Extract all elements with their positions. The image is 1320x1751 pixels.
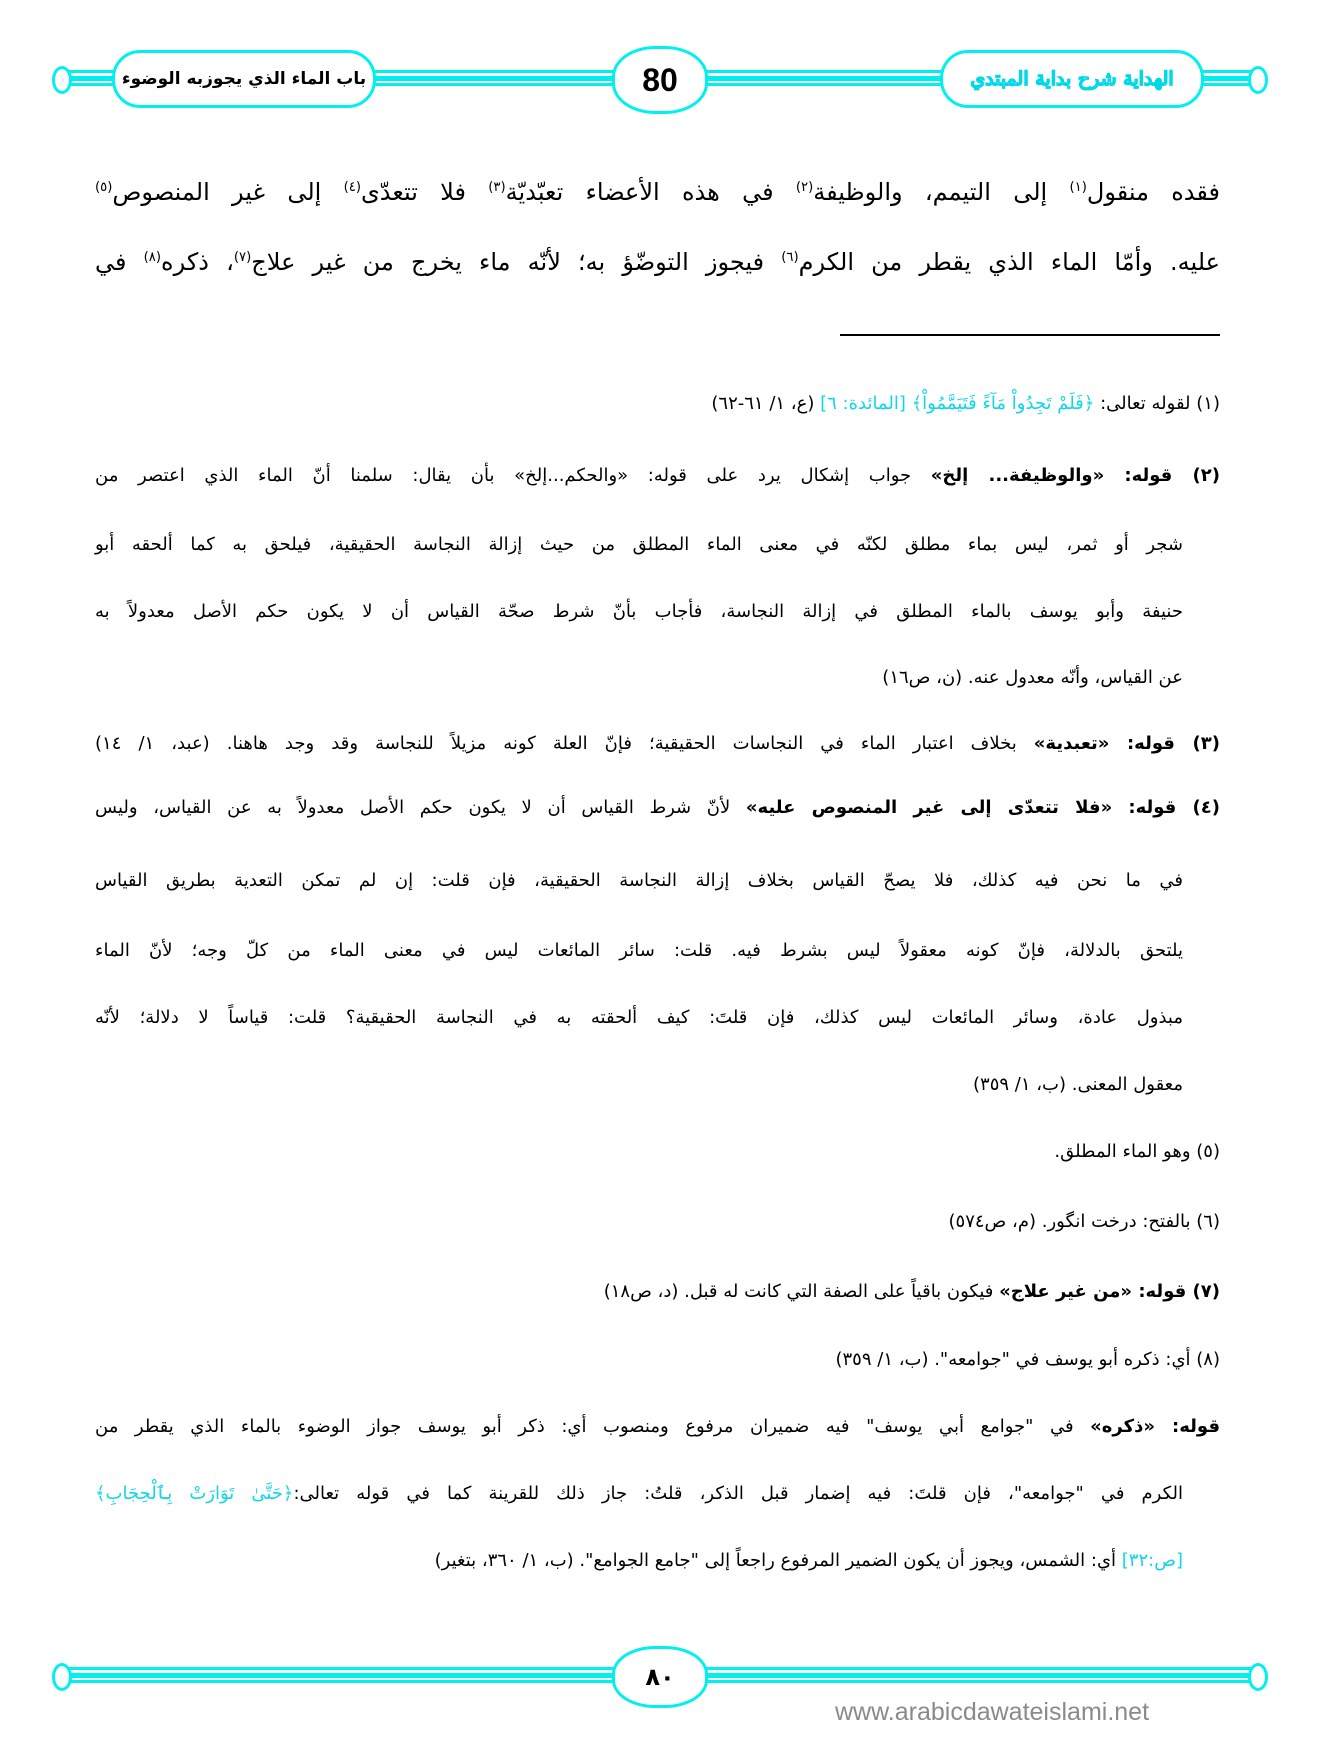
footnote-separator <box>840 334 1220 336</box>
text-segment: مبذول عادة، وسائر المائعات ليس كذلك، فإن قلتَ: كيف ألحقته به في النجاسة الحقيقية؟ قلت: قياساً لا دلالة؛ لأنّه <box>95 1007 1183 1028</box>
text-segment: إلى التيمم، والوظيفة <box>813 178 1070 206</box>
footnote-6 <box>95 1205 1220 1239</box>
text-segment: ، ذكره <box>161 248 234 276</box>
text-segment: جواب إشكال يرد على قوله: «والحكم...إلخ» بأن يقال: سلمنا أنّ الماء الذي اعتصر من <box>95 465 931 486</box>
text-segment: (٨) أي: ذكره أبو يوسف في "جوامعه". (ب، ١/ ٣٥٩) <box>835 1349 1220 1370</box>
footnote-2-line-4 <box>95 661 1183 695</box>
main-line-2 <box>95 242 1220 282</box>
footer-page-number: ٨٠ <box>645 1663 675 1691</box>
footnote-2-line-2 <box>95 528 1183 562</box>
footnote-lemma: قوله: «ذكره» <box>1090 1416 1221 1437</box>
text-segment: فيجوز التوضّؤ به؛ لأنّه ماء يخرج من غير علاج <box>251 248 782 276</box>
website-url: www.arabicdawateislami.net <box>835 1698 1150 1726</box>
footnote-marker[interactable]: (٧) <box>233 250 252 265</box>
text-segment: عن القياس، وأنّه معدول عنه. (ن، ص١٦) <box>882 667 1183 688</box>
footer-left-ornament-icon <box>52 1663 72 1691</box>
footnote-marker[interactable]: (٦) <box>781 250 799 265</box>
footnote-marker[interactable]: (٥) <box>95 180 113 195</box>
text-segment: معقول المعنى. (ب، ١/ ٣٥٩) <box>973 1074 1183 1095</box>
footnote-lemma: (٧) قوله: «من غير علاج» <box>999 1281 1220 1302</box>
page-number-cartouche <box>612 46 708 114</box>
quran-verse: ﴿حَتَّىٰ تَوَارَتْ بِٱلْحِجَابِ﴾ <box>95 1483 294 1504</box>
text-segment: (ع، ١/ ٦١-٦٢) <box>711 393 821 414</box>
text-segment: (١) لقوله تعالى: <box>1094 393 1220 414</box>
quran-verse: [ص:٣٢] <box>1121 1550 1183 1571</box>
chapter-title: باب الماء الذي يجوزبه الوضوء <box>121 69 367 89</box>
footnote-2-line-1 <box>95 459 1220 493</box>
footnote-lemma: (٣) قوله: «تعبدية» <box>1033 733 1220 754</box>
footnote-4-line-5 <box>95 1068 1183 1102</box>
footnote-8 <box>95 1343 1220 1377</box>
footnote-lemma: (٤) قوله: «فلا تتعدّى إلى غير المنصوص عليه» <box>745 797 1220 818</box>
footnote-4-line-2 <box>95 864 1183 898</box>
quran-verse: ﴿فَلَمْ تَجِدُواْ مَآءً فَتَيَمَّمُواْ﴾ [المائدة: ٦] <box>820 393 1095 414</box>
header-right-ornament-icon <box>1248 66 1268 94</box>
note-line-3 <box>95 1544 1183 1578</box>
footnote-marker[interactable]: (١) <box>1069 180 1087 195</box>
text-segment: أي: الشمس، ويجوز أن يكون الضمير المرفوع راجعاً إلى "جامع الجوامع". (ب، ١/ ٣٦٠، بتغير) <box>434 1550 1122 1571</box>
text-segment: شجر أو ثمر، ليس بماء مطلق لكنّه في معنى الماء المطلق من حيث إزالة النجاسة الحقيقية، فيلحق به كما ألحقه أبو <box>95 534 1183 555</box>
text-segment: في "جوامع أبي يوسف" فيه ضميران مرفوع ومنصوب أي: ذكر أبو يوسف جواز الوضوء بالماء الذي يقطر من <box>95 1416 1091 1437</box>
footnote-7 <box>95 1275 1220 1309</box>
footnote-marker[interactable]: (٤) <box>343 180 362 195</box>
text-segment: فقده منقول <box>1086 178 1221 206</box>
footnote-2-line-3 <box>95 595 1183 629</box>
text-segment: (٥) وهو الماء المطلق. <box>1054 1141 1220 1162</box>
page-number: 80 <box>642 61 678 98</box>
text-segment: يلتحق بالدلالة، فإنّ كونه معقولاً ليس بشرط فيه. قلت: سائر المائعات ليس في معنى الماء من كلّ وجه؛ لأنّ الماء <box>95 940 1183 961</box>
note-line-2 <box>95 1477 1183 1511</box>
footnote-marker[interactable]: (٨) <box>143 250 162 265</box>
text-segment: بخلاف اعتبار الماء في النجاسات الحقيقية؛ فإنّ العلة كونه مزيلاً للنجاسة وقد وجد هاهنا. (عبد، ١/ ١٤) <box>95 733 1034 754</box>
main-line-1 <box>95 172 1220 212</box>
text-segment: حنيفة وأبو يوسف بالماء المطلق في إزالة النجاسة، فأجاب بأنّ شرط صحّة القياس أن لا يكون حكم الأصل معدولاً به <box>95 601 1183 622</box>
header-left-ornament-icon <box>52 66 72 94</box>
chapter-title-cartouche <box>112 50 376 108</box>
text-segment: إلى غير المنصوص <box>112 178 344 206</box>
text-segment: في ما نحن فيه كذلك، فلا يصحّ القياس بخلاف إزالة النجاسة الحقيقية، فإن قلت: إن لم تمكن التعدية بطريق القياس <box>95 870 1183 891</box>
text-segment: (٦) بالفتح: درخت انگور. (م، ص٥٧٤) <box>948 1211 1220 1232</box>
text-segment: فلا تتعدّى <box>361 178 489 206</box>
text-segment: في هذه الأعضاء تعبّديّة <box>505 178 796 206</box>
text-segment: لأنّ شرط القياس أن لا يكون حكم الأصل معدولاً به عن القياس، وليس <box>95 797 746 818</box>
footnote-marker[interactable]: (٣) <box>488 180 506 195</box>
book-title-cartouche <box>940 50 1204 108</box>
text-segment: في <box>95 248 144 276</box>
footnote-4-line-3 <box>95 934 1183 968</box>
footnote-lemma: (٢) قوله: «والوظيفة... إلخ» <box>930 465 1220 486</box>
footnote-4-line-4 <box>95 1001 1183 1035</box>
footnote-4-line-1 <box>95 791 1220 825</box>
footer-page-number-cartouche <box>612 1646 708 1708</box>
footnote-3 <box>95 727 1220 761</box>
book-title-logo: الهداية شرح بداية المبتدي <box>970 68 1174 90</box>
footnote-marker[interactable]: (٢) <box>795 180 814 195</box>
footnote-1 <box>95 387 1220 421</box>
text-segment: فيكون باقياً على الصفة التي كانت له قبل. (د، ص١٨) <box>603 1281 1000 1302</box>
text-segment: عليه. وأمّا الماء الذي يقطر من الكرم <box>798 248 1220 276</box>
footer-right-ornament-icon <box>1248 1663 1268 1691</box>
text-segment: الكرم في "جوامعه"، فإن قلتَ: فيه إضمار قبل الذكر، قلتُ: جاز ذلك للقرينة كما في قوله تعالى: <box>293 1483 1183 1504</box>
footnote-5 <box>95 1135 1220 1169</box>
note-line-1 <box>95 1410 1220 1444</box>
